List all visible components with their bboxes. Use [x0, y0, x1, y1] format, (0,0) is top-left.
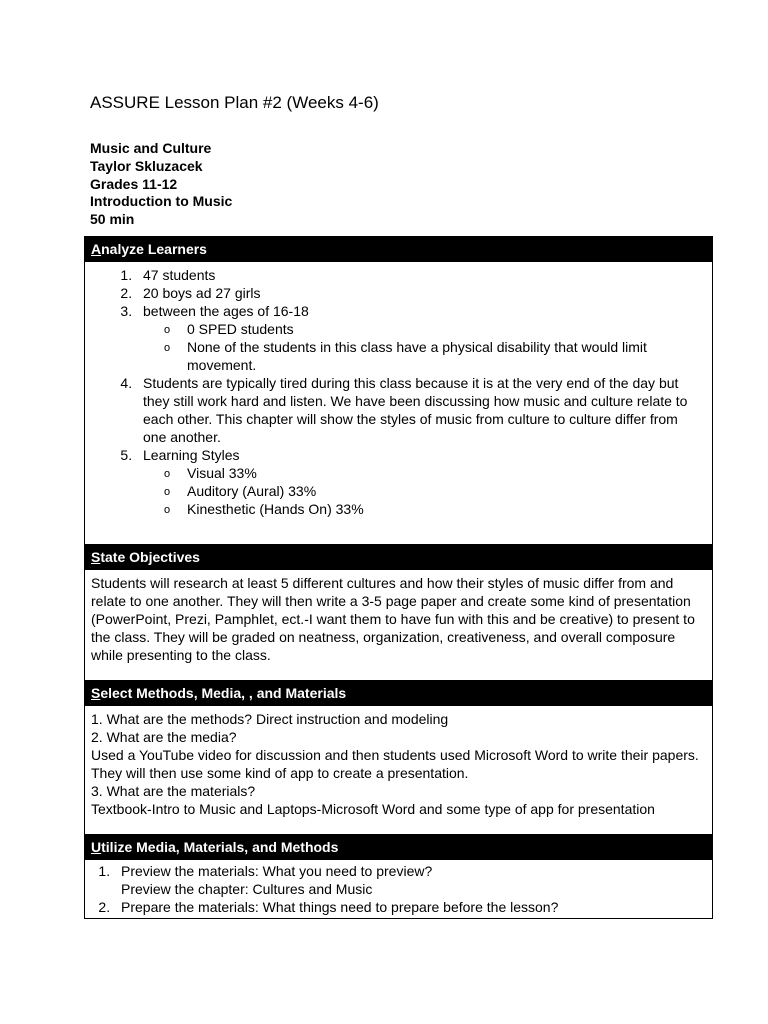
section-header-analyze: [85, 237, 713, 262]
heading-text: tate Objectives: [100, 549, 200, 565]
sub-list-item: o Auditory (Aural) 33%: [187, 482, 704, 500]
list-item: 2. Prepare the materials: What things need to prepare before the lesson?: [114, 898, 704, 916]
heading-text: tilize Media, Materials, and Methods: [101, 839, 339, 855]
sub-list-item: o Kinesthetic (Hands On) 33%: [187, 500, 704, 518]
heading-text: nalyze Learners: [101, 241, 207, 257]
meta-grades: Grades 11-12: [90, 175, 178, 192]
methods-line: 3. What are the materials?: [91, 783, 256, 799]
section-header-methods: [85, 681, 713, 706]
heading-initial: S: [91, 685, 101, 701]
list-item: 4. Students are typically tired during this class because it is at the very end of the day but they still work hard and listen. We have been discussing how music and culture relate to each other. This chapter will show the styles of music from culture to culture differ from one another.: [136, 374, 704, 446]
methods-line: 2. What are the media?: [91, 729, 237, 745]
meta-teacher: Taylor Skluzacek: [90, 157, 203, 174]
meta-course: Introduction to Music: [90, 193, 233, 210]
meta-duration: 50 min: [90, 211, 135, 228]
document-title: ASSURE Lesson Plan #2 (Weeks 4-6): [90, 93, 379, 112]
sub-list-item: o None of the students in this class have a physical disability that would limit movement.: [187, 338, 704, 374]
sub-list-item: o Visual 33%: [187, 464, 704, 482]
section-body-analyze: [85, 262, 713, 545]
sub-list: [143, 464, 704, 518]
methods-line: 1. What are the methods? Direct instruction and modeling: [91, 711, 449, 727]
lesson-meta: [90, 140, 232, 229]
list-item: 5. Learning Styles o Visual 33% o Auditory (Aural) 33% o Kinesthetic (Hands On) 33%: [136, 446, 704, 518]
sub-list-item: o 0 SPED students: [187, 320, 704, 338]
list-item-continuation: Preview the chapter: Cultures and Music: [121, 881, 373, 897]
list-item: 2. 20 boys ad 27 girls: [136, 284, 704, 302]
section-body-methods: [85, 706, 713, 835]
section-header-utilize: [85, 835, 713, 860]
heading-text: elect Methods, Media, , and Materials: [100, 685, 347, 701]
objectives-text: Students will research at least 5 different cultures and how their styles of music differ from and relate to one another. They will then write a 3-5 page paper and create some kind of presentation (PowerPoint, Prezi, Pamphlet, ect.-I want them to have fun with this and be creative) to present to the class. They will be graded on neatness, organization, creativeness, and overall composure while presenting to the class.: [91, 575, 695, 663]
heading-initial: U: [91, 839, 102, 855]
section-header-objectives: [85, 545, 713, 570]
utilize-list: [91, 862, 704, 916]
analyze-list: [91, 266, 704, 518]
list-item: 1. Preview the materials: What you need to preview? Preview the chapter: Cultures and Music: [114, 862, 704, 898]
methods-line: Textbook-Intro to Music and Laptops-Microsoft Word and some type of app for presentation: [91, 801, 655, 817]
section-body-utilize: [85, 860, 713, 919]
heading-initial: A: [91, 241, 102, 257]
methods-line: Used a YouTube video for discussion and then students used Microsoft Word to write their papers. They will then use some kind of app to create a presentation.: [91, 747, 699, 781]
list-item: 3. between the ages of 16-18 o 0 SPED students o None of the students in this class have a physical disability that would limit movement.: [136, 302, 704, 374]
sub-list: [143, 320, 704, 374]
section-body-objectives: [85, 570, 713, 681]
heading-initial: S: [91, 549, 101, 565]
list-item: 1. 47 students: [136, 266, 704, 284]
meta-topic: Music and Culture: [90, 140, 212, 156]
lesson-plan-table: [84, 236, 713, 919]
